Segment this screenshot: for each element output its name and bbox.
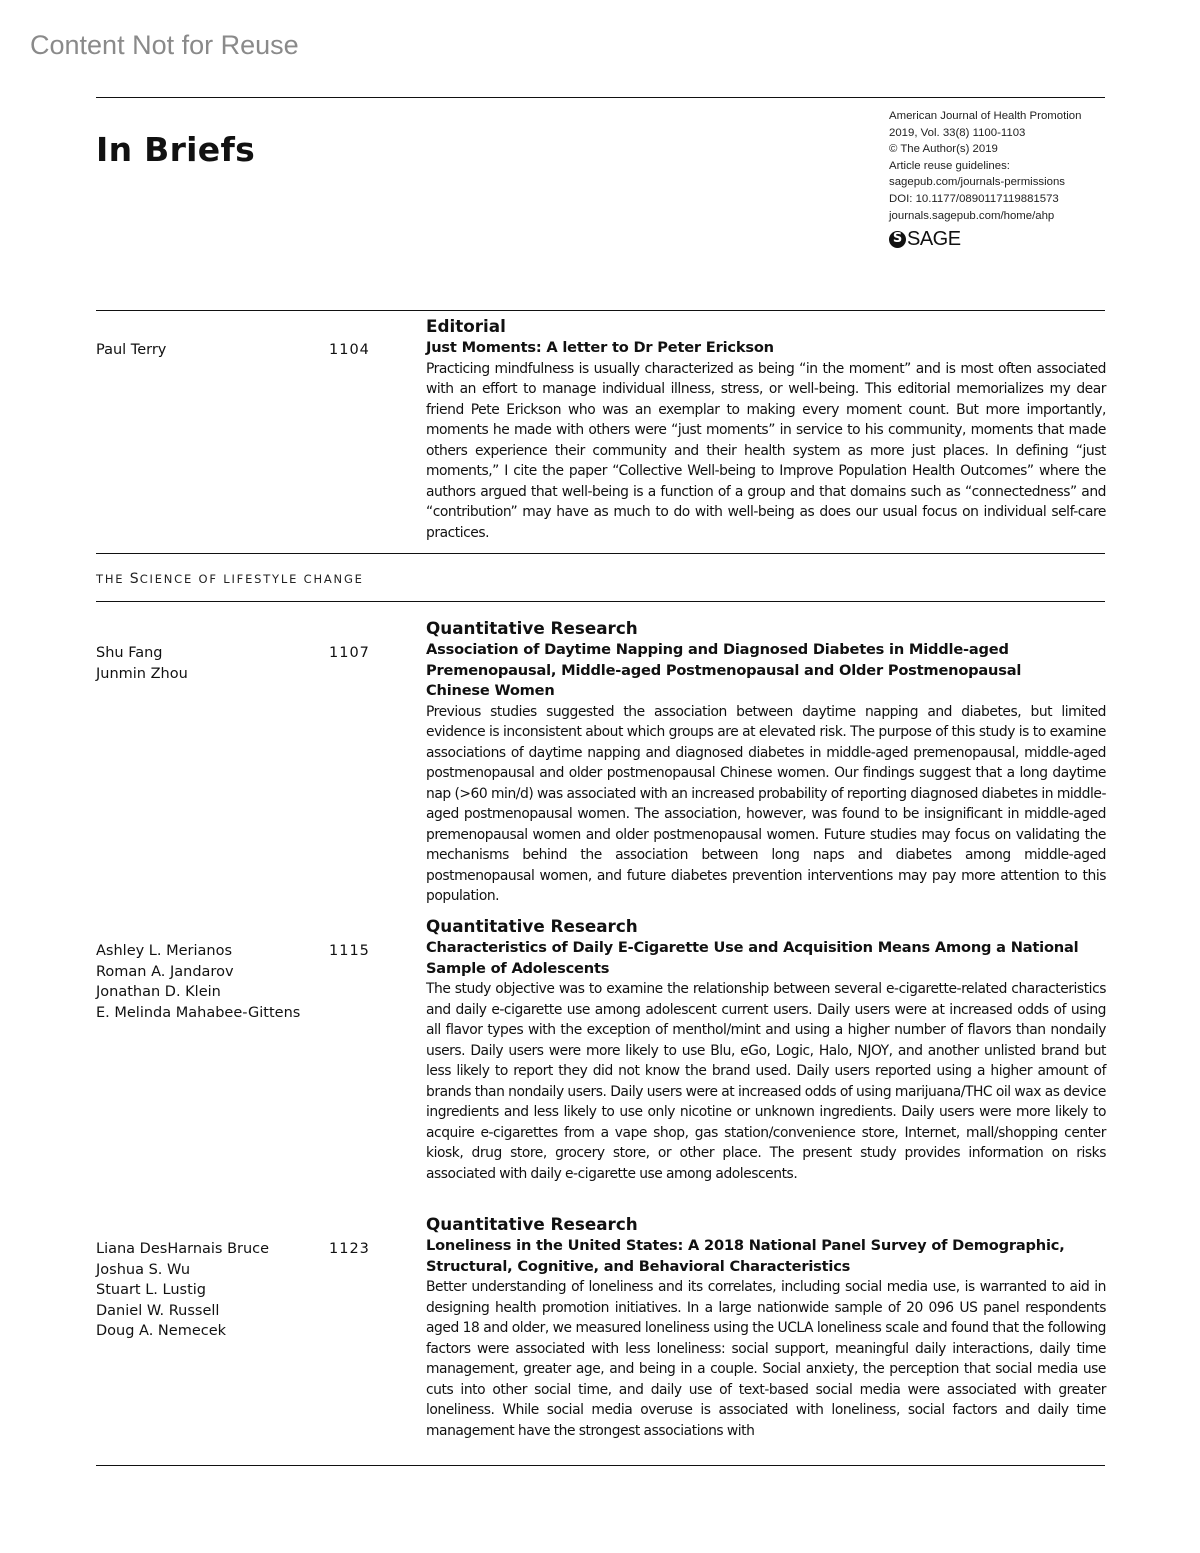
section-rule — [96, 601, 1105, 602]
article-abstract: Previous studies suggested the association between daytime napping and diabetes, but limited evidence is inconsistent about which groups are at elevated risk. The purpose of this study is to examine associations of daytime napping and diagnosed diabetes in middle-aged premenopausal, middle-aged postmenopausal and older postmenopausal Chinese women. Our findings suggest that a long daytime nap (>60 min/d) was associated with an increased probability of reporting diagnosed diabetes in middle-aged postmenopausal women. The association, however, was found to be insignificant in middle-aged premenopausal women and older postmenopausal women. Future studies may focus on validating the mechanisms behind the association between long naps and diabetes among middle-aged postmenopausal women, and future diabetes prevention interventions may pay more attention to this population. — [426, 703, 1106, 904]
article-title[interactable]: Loneliness in the United States: A 2018 National Panel Survey of Demographic, Structural, Cognitive, and Behavioral Characteristics — [426, 1237, 1065, 1275]
author-name: Stuart L. Lustig — [96, 1282, 207, 1298]
permissions-link[interactable]: sagepub.com/journals-permissions — [889, 176, 1066, 189]
journal-homepage-link[interactable]: journals.sagepub.com/home/ahp — [889, 209, 1055, 222]
entry-content — [426, 617, 1106, 907]
entry-content — [426, 915, 1106, 1184]
editorial-bottom-rule — [96, 553, 1105, 554]
author-list — [96, 1239, 269, 1342]
article-abstract: Better understanding of loneliness and its correlates, including social media use, is warranted to aid in designing health promotion initiatives. In a large nationwide sample of 20 096 US panel respondents aged 18 and older, we measured loneliness using the UCLA loneliness scale and found that the following factors were associated with less loneliness: social support, meaningful daily interactions, daily time management, greater age, and being in a couple. Social anxiety, the perception that social media use cuts into other social time, and daily use of text-based social media were associated with greater loneliness. While social media overuse is associated with loneliness, social factors and daily time management have the strongest associations with — [426, 1279, 1106, 1439]
article-abstract: The study objective was to examine the relationship between several e-cigarette-related characteristics and daily e-cigarette use among adolescent current users. Daily users were at increased odds of using all flavor types with the exception of menthol/mint and using a higher number of flavors than nondaily users. Daily users were more likely to use Blu, eGo, Logic, Halo, NJOY, and another unlisted brand but less likely to report they did not know the brand used. Daily users reported using a higher amount of brands than nondaily users. Daily users were at increased odds of using marijuana/THC oil wax as device ingredients and less likely to use only nicotine or unknown ingredients. Daily users were more likely to acquire e-cigarettes from a vape shop, gas station/convenience store, Internet, mall/shopping center kiosk, drug store, grocery store, or other place. The present study provides information on risks associated with daily e-cigarette use among adolescents. — [426, 981, 1106, 1182]
section-label — [96, 571, 364, 587]
author-list — [96, 643, 188, 684]
category-heading: Quantitative Research — [426, 1214, 638, 1234]
journal-volume: 2019, Vol. 33(8) 1100-1103 — [889, 126, 1026, 139]
watermark: Content Not for Reuse — [30, 30, 299, 60]
header-bottom-rule — [96, 310, 1105, 311]
article-title[interactable]: Characteristics of Daily E-Cigarette Use and Acquisition Means Among a National Sample of Adolescents — [426, 939, 1079, 977]
sage-wordmark: SAGE — [907, 227, 961, 250]
author-name: Junmin Zhou — [96, 665, 188, 682]
article-title[interactable]: Association of Daytime Napping and Diagnosed Diabetes in Middle-aged Premenopausal, Middle-aged Postmenopausal and Older Postmenopausal Chinese Women — [426, 641, 1022, 699]
category-heading: Quantitative Research — [426, 618, 638, 638]
category-heading: Quantitative Research — [426, 916, 638, 936]
page-number: 1123 — [329, 1241, 370, 1257]
author-name: Shu Fang — [96, 645, 163, 661]
author-name: Jonathan D. Klein — [96, 984, 221, 1000]
entry-content — [426, 1213, 1106, 1441]
author-name: Roman A. Jandarov — [96, 963, 234, 980]
author-name: Doug A. Nemecek — [96, 1323, 227, 1339]
top-rule — [96, 97, 1105, 98]
page-number: 1115 — [329, 943, 370, 959]
copyright: © The Author(s) 2019 — [889, 143, 998, 156]
section-label-initial: S — [129, 571, 140, 587]
author-list — [96, 941, 300, 1023]
section-label-prefix: THE — [96, 572, 130, 586]
reuse-label: Article reuse guidelines: — [889, 159, 1010, 172]
entry-content — [426, 315, 1106, 543]
author-list — [96, 340, 166, 361]
sage-logo — [889, 227, 1119, 251]
sage-mark-icon: S — [889, 231, 906, 248]
author-name: Joshua S. Wu — [96, 1261, 191, 1278]
journal-name: American Journal of Health Promotion — [889, 110, 1082, 122]
author-name: Daniel W. Russell — [96, 1302, 220, 1319]
section-label-rest: CIENCE OF LIFESTYLE CHANGE — [139, 572, 364, 586]
page-number: 1107 — [329, 645, 370, 661]
author-name: Ashley L. Merianos — [96, 943, 233, 959]
bottom-rule — [96, 1465, 1105, 1466]
author-name: Liana DesHarnais Bruce — [96, 1241, 270, 1257]
category-heading: Editorial — [426, 316, 506, 336]
article-title[interactable]: Just Moments: A letter to Dr Peter Erickson — [426, 339, 774, 356]
article-abstract: Practicing mindfulness is usually characterized as being “in the moment” and is most often associated with an effort to manage individual illness, stress, or well-being. This editorial memorializes my dear friend Pete Erickson who was an exemplar to making every moment count. But more importantly, moments he made with others were “just moments” in service to his community, moments that made others experience their community and their health system as more just places. In defining “just moments,” I cite the paper “Collective Well-being to Improve Population Health Outcomes” where the authors argued that well-being is a function of a group and that domains such as “connectedness” and “contribution” may have as much to do with well-being as does our usual focus on individual self-care practices. — [426, 360, 1106, 541]
doi[interactable]: DOI: 10.1177/0890117119881573 — [889, 192, 1059, 205]
journal-meta — [889, 108, 1119, 251]
author-name: Paul Terry — [96, 342, 167, 358]
author-name: E. Melinda Mahabee-Gittens — [96, 1004, 301, 1021]
page-number: 1104 — [329, 342, 370, 358]
page-title: In Briefs — [96, 130, 256, 169]
